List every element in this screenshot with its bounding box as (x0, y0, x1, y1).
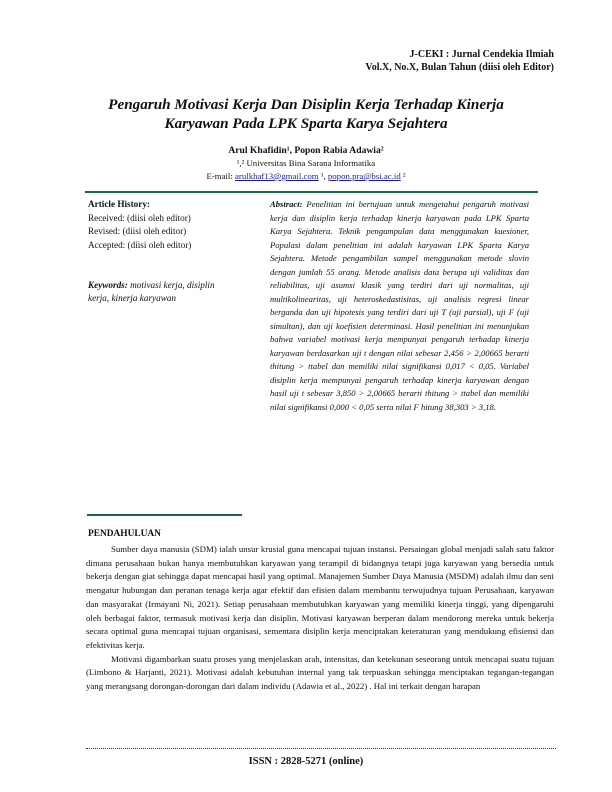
article-info (88, 198, 238, 304)
email-separator: ¹, (318, 171, 328, 181)
email-line (60, 171, 552, 181)
section-heading: PENDAHULUAN (88, 529, 161, 539)
title-line-1: Pengaruh Motivasi Kerja Dan Disiplin Kerja Terhadap Kinerja (108, 96, 504, 113)
paragraph: Sumber daya manusia (SDM) ialah unsur krusial guna mencapai tujuan instansi. Persaingan global menjadi salah satu faktor dimana perusahaan bukan hanya membutuhkan karyawan yang terampil di bidangnya tetapi juga karyawan yang bersedia untuk bekerja dengan giat sehingga dapat mencapai hasil yang optimal. Manajemen Sumber Daya Manusia (MSDM) adalah ilmu dan seni mengatur hubungan dan peranan tenaga kerja agar efektif dan efisien dalam membantu terwujudnya tujuan Perusahaan, karyawan dan masyarakat (Irmayani Ni, 2021). Setiap perusahaan membutuhkan karyawan yang memiliki kinerja tinggi, yang dipengaruhi oleh berbagai faktor, termasuk motivasi kerja dan disiplin. Motivasi karyawan berperan dalam mendorong mereka untuk bekerja secara optimal guna mencapai tujuan organisasi, sementara disiplin kerja menciptakan keteraturan yang mendukung efisiensi dan efektivitas kerja. (86, 544, 554, 650)
divider-top (85, 191, 538, 193)
paragraph: Motivasi digambarkan suatu proses yang menjelaskan arah, intensitas, dan ketekunan seseorang untuk mencapai suatu tujuan (Limbono & Harjanti, 2021). Motivasi adalah kebutuhan internal yang tak terpuaskan sehingga menciptakan tegangan-tegangan yang merangsang dorongan-dorongan dari dalam individu (Adawia et al., 2022) . Hal ini terkait dengan harapan (86, 653, 554, 692)
journal-header (365, 48, 554, 74)
authors: Arul Khafidin¹, Popon Rabia Adawia² (228, 145, 384, 156)
affiliation: ¹,² Universitas Bina Sarana Informatika (236, 158, 376, 168)
issn-footer: ISSN : 2828-5271 (online) (248, 756, 364, 767)
abstract-label: Abstract: (270, 199, 303, 209)
email-link-1[interactable]: arulkhaf13@gmail.com (235, 171, 319, 181)
received-date: Received: (diisi oleh editor) (88, 212, 191, 223)
revised-date: Revised: (diisi oleh editor) (88, 226, 187, 236)
email-link-2[interactable]: popon.pra@bsi.ac.id (327, 171, 401, 181)
email-suffix: ² (400, 171, 406, 181)
keywords (88, 279, 238, 304)
title-line-2: Karyawan Pada LPK Sparta Karya Sejahtera (164, 115, 448, 132)
footer-divider (86, 748, 556, 749)
paper-title (60, 95, 552, 133)
abstract (270, 198, 529, 414)
email-prefix: E-mail: (206, 171, 236, 181)
abstract-text: Penelitian ini bertujuan untuk mengetahui pengaruh motivasi kerja dan disiplin kerja terhadap kinerja karyawan pada LPK Sparta Karya Sejahtera. Teknik pengumpulan data menggunakan kuesioner, Populasi dalam penelitian ini adalah karyawan LPK Sparta Karya Sejahtera. Metode pengambilan sampel menggunakan metode slovin dengan jumlah 55 orang. Metode analisis data berupa uji validitas dan reliabilitas, uji asumsi klasik yang terdiri dari uji normalitas, uji multikolinearitas, uji heteroskedastisitas, uji analisis regresi linear berganda dan uji hipotesis yang terdiri dari uji T (uji parsial), uji F (uji simultan), dan uji koefisien determinasi. Hasil penelitian ini menunjukan bahwa variabel motivasi kerja mempunyai pengaruh terhadap kinerja karyawan berdasarkan uji t dengan nilai sebesar 2,456 > 2,00665 berarti thitung > ttabel dan memiliki nilai signifikansi 0,017 < 0,05. Variabel disiplin kerja mempunyai pengaruh terhadap kinerja karyawan dengan hasil uji t sebesar 3,850 > 2,00665 berarti thitung > ttabel dan memiliki nilai signifikansi 0,000 < 0,05 serta nilai F hitung 38,303 > 3,18. (270, 199, 529, 412)
body-text (86, 543, 554, 694)
keywords-label: Keywords: (88, 280, 128, 290)
article-history-heading: Article History: (88, 199, 150, 209)
keywords-text: motivasi kerja, disiplin kerja, kinerja karyawan (88, 280, 215, 303)
journal-volume: Vol.X, No.X, Bulan Tahun (diisi oleh Editor) (365, 62, 554, 73)
journal-name: J-CEKI : Jurnal Cendekia Ilmiah (409, 49, 554, 60)
accepted-date: Accepted: (diisi oleh editor) (88, 239, 192, 250)
divider-section (87, 514, 242, 516)
